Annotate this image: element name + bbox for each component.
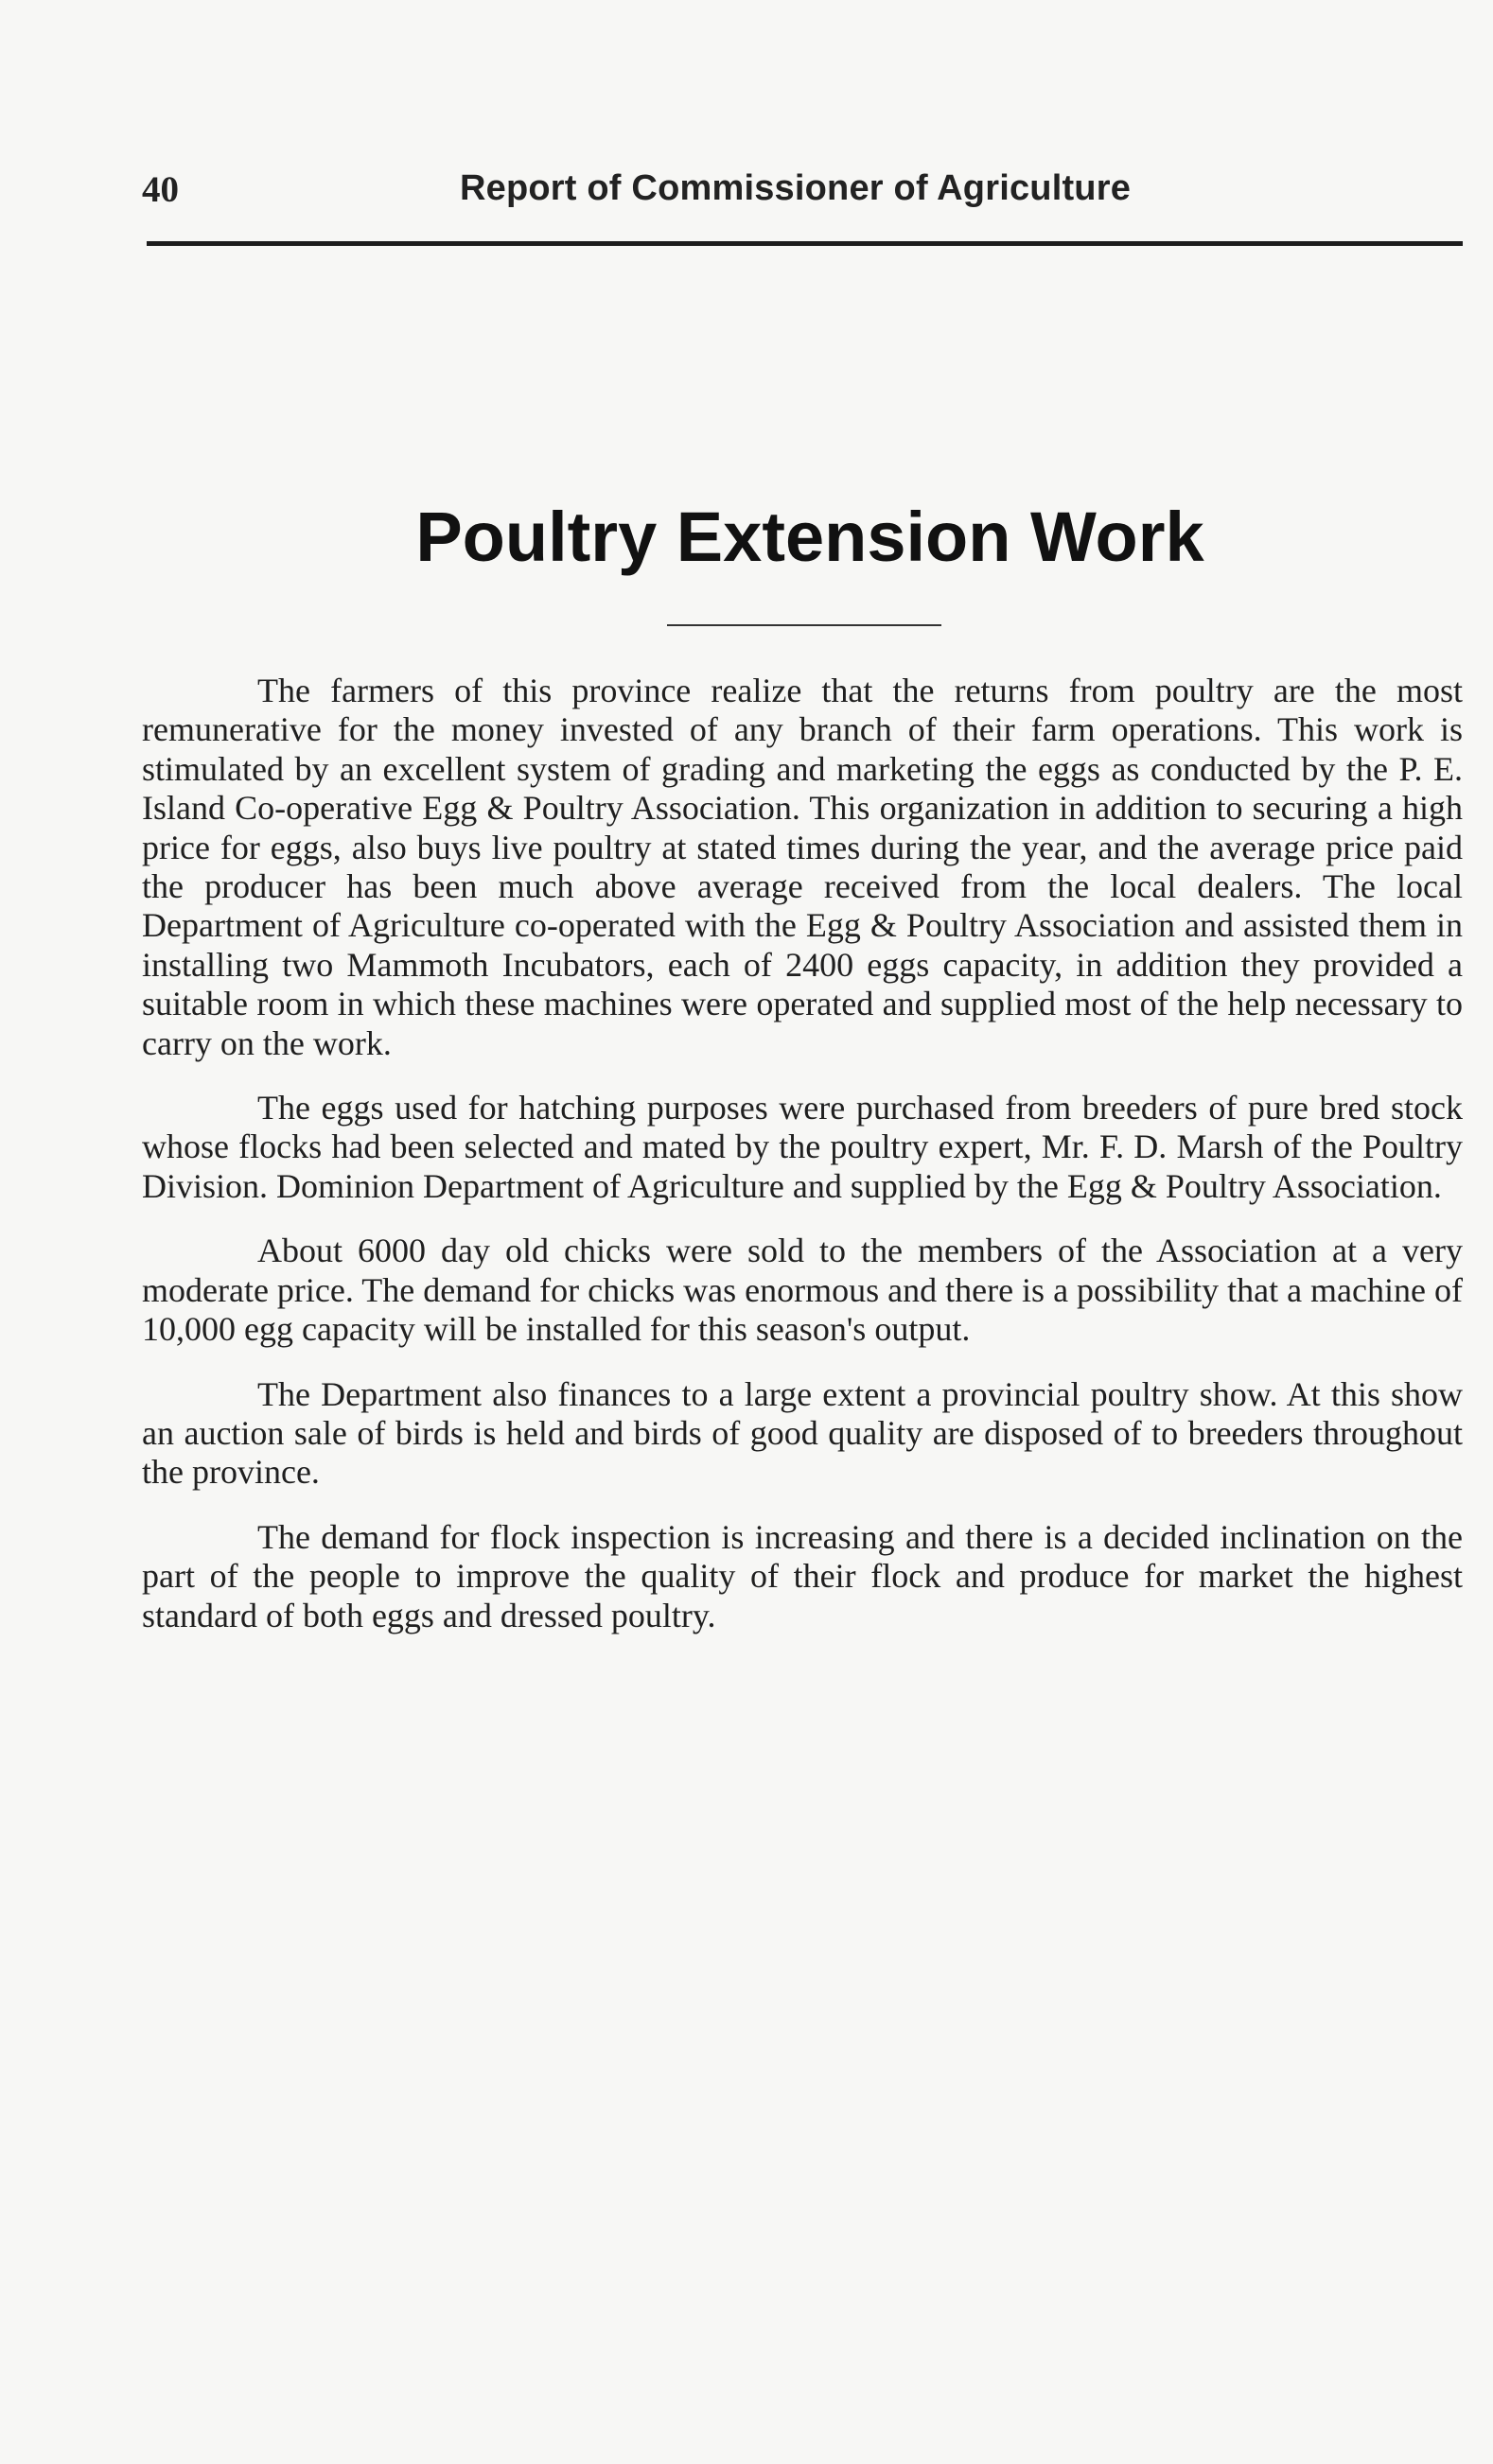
title-divider [667,624,941,626]
page-header [142,168,1463,216]
page-number: 40 [142,169,179,210]
header-rule [147,241,1463,246]
page-title: Poultry Extension Work [415,498,1204,576]
paragraph: The demand for flock inspection is increasing and there is a decided inclination on the part of the people to improve the quality of their flock and produce for market the highest standard of both eggs and dressed poultry. [142,1517,1463,1634]
paragraph: The Department also finances to a large extent a provincial poultry show. At this show an auction sale of birds is held and birds of good quality are disposed of to breeders throughout the province. [142,1374,1463,1492]
running-head: Report of Commissioner of Agriculture [460,168,1132,208]
paragraph: The eggs used for hatching purposes were purchased from breeders of pure bred stock whose flocks had been selected and mated by the poultry expert, Mr. F. D. Marsh of the Poultry Division. Dominion Department of Agriculture and supplied by the Egg & Poultry Association. [142,1089,1463,1205]
body-text [142,672,1463,1661]
paragraph: About 6000 day old chicks were sold to the members of the Association at a very moderate price. The demand for chicks was enormous and there is a possibility that a machine of 10,000 egg capacity will be installed for this season's output. [142,1232,1463,1349]
paragraph: The farmers of this province realize that the returns from poultry are the most remunerative for the money invested of any branch of their farm operations. This work is stimulated by an excellent system of grading and marketing the eggs as conducted by the P. E. Island Co-operative Egg & Poultry Association. This organization in addition to securing a high price for eggs, also buys live poultry at stated times during the year, and the average price paid the producer has been much above average received from the local dealers. The local Department of Agriculture co-operated with the Egg & Poultry Association and assisted them in installing two Mammoth Incubators, each of 2400 eggs capacity, in addition they provided a suitable room in which these machines were operated and supplied most of the help necessary to carry on the work. [142,672,1463,1062]
